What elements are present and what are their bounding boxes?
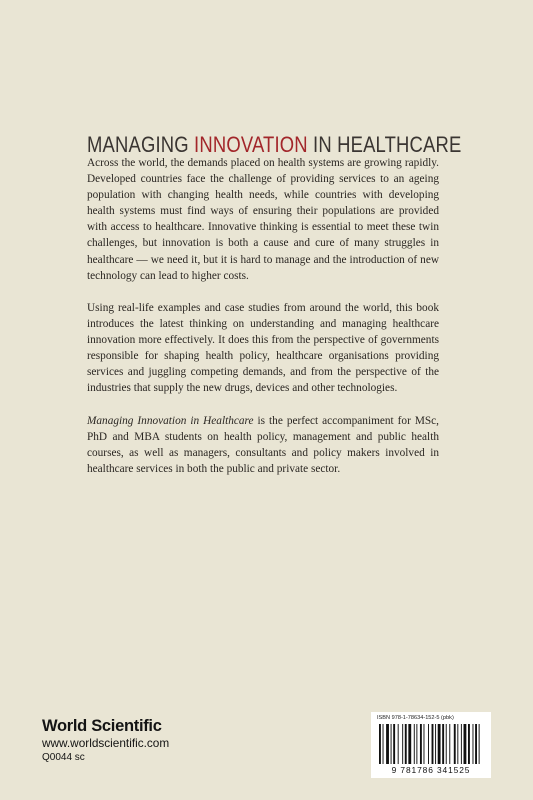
barcode-bar xyxy=(468,724,470,764)
barcode-bar xyxy=(383,724,384,764)
barcode-bar xyxy=(379,724,381,764)
barcode-bar xyxy=(479,724,480,764)
barcode-bar xyxy=(449,724,450,764)
barcode-number: 9 781786 341525 xyxy=(391,765,471,775)
barcode-bar xyxy=(408,724,411,764)
barcode-bar xyxy=(428,724,429,764)
publisher-url: www.worldscientific.com xyxy=(42,736,170,750)
barcode-bar xyxy=(402,724,403,764)
barcode-bar xyxy=(432,724,434,764)
blurb-paragraph-2: Using real-life examples and case studies from around the world, this book introduces the latest thinking on understanding and managing healthcare innovation more effectively. It does this from the perspective of governments responsible for shaping health policy, healthcare organisations providing services and juggling competing demands, and from the perspective of the industries that supply the new drugs, devices and other technologies. xyxy=(87,301,439,395)
barcode-bar xyxy=(391,724,392,764)
barcode-bar xyxy=(442,724,444,764)
blurb-paragraph-1: Across the world, the demands placed on health systems are growing rapidly. Developed countries face the challenge of providing services to an ageing population with changing health needs, while countries with developing health systems must find ways of ensuring their populations are provided with access to healthcare. Innovative thinking is essential to meet these twin challenges, but innovation is both a cause and cure of many struggles in healthcare — we need it, but it is hard to manage and the introduction of new technology can lead to higher costs. xyxy=(87,157,439,282)
barcode-bar xyxy=(414,724,415,764)
barcode-bar xyxy=(438,724,441,764)
barcode-bar xyxy=(475,724,477,764)
isbn-barcode xyxy=(371,712,491,778)
barcode-bar xyxy=(457,724,458,764)
blurb-paragraph-3-rest: is the perfect accompaniment for MSc, PhD and MBA students on health policy, management and public health courses, as well as managers, consultants and policy makers involved in healthcare services in both the public and private sector. xyxy=(87,414,439,475)
barcode-bar xyxy=(386,724,389,764)
barcode-bar xyxy=(398,724,399,764)
barcode-bar xyxy=(446,724,447,764)
barcode-bar xyxy=(464,724,467,764)
barcode-bar xyxy=(393,724,395,764)
barcode-bar xyxy=(420,724,422,764)
blurb-paragraph-3 xyxy=(87,413,439,477)
product-code: Q0044 sc xyxy=(42,752,85,763)
barcode-icon xyxy=(379,724,483,764)
barcode-bar xyxy=(435,724,436,764)
barcode-bar xyxy=(454,724,456,764)
isbn-label: ISBN 978-1-78634-152-5 (pbk) xyxy=(377,715,454,721)
barcode-bar xyxy=(424,724,425,764)
barcode-bar xyxy=(416,724,417,764)
publisher-name: World Scientific xyxy=(42,717,162,735)
title-part-managing: MANAGING xyxy=(87,132,195,158)
publisher-block xyxy=(42,716,169,765)
blurb-text xyxy=(87,155,439,477)
barcode-bar xyxy=(473,724,474,764)
book-title-italic: Managing Innovation in Healthcare xyxy=(87,414,254,427)
title-part-healthcare: IN HEALTHCARE xyxy=(307,132,462,158)
barcode-bar xyxy=(461,724,462,764)
title-accent-innovation: INNOVATION xyxy=(194,132,308,158)
barcode-bar xyxy=(405,724,407,764)
